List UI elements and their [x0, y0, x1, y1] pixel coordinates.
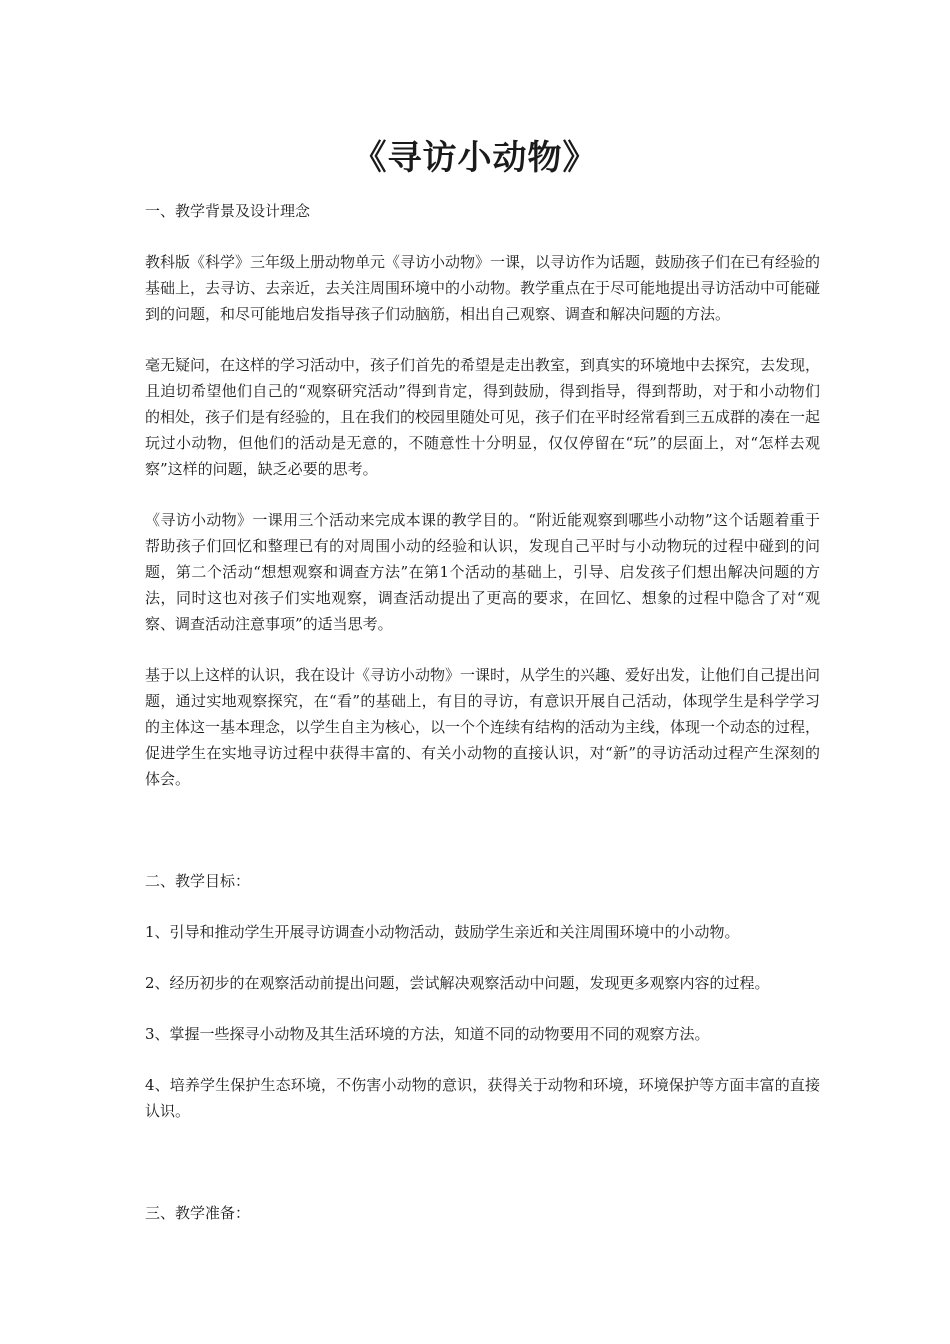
goal-item-4: 4、培养学生保护生态环境，不伤害小动物的意识，获得关于动物和环境，环境保护等方面丰富的直接认识。	[145, 1076, 820, 1120]
document-title: 《寻访小动物》	[352, 138, 598, 178]
goal-item-2: 2、经历初步的在观察活动前提出问题，尝试解决观察活动中问题，发现更多观察内容的过程。	[145, 974, 770, 992]
section-heading-background: 一、教学背景及设计理念	[145, 202, 311, 220]
section-spacer	[145, 1149, 820, 1200]
section-heading-preparation: 三、教学准备：	[145, 1204, 251, 1222]
paragraph-background-2: 毫无疑问，在这样的学习活动中，孩子们首先的希望是走出教室，到真实的环境地中去探究，去发现，且迫切希望他们自己的“观察研究活动”得到肯定，得到鼓励，得到指导，得到帮助，对于和小动物们的相处，孩子们是有经验的，且在我们的校园里随处可见，孩子们在平时经常看到三五成群的凑在一起玩过小动物，但他们的活动是无意的，不随意性十分明显，仅仅停留在“玩”的层面上，对“怎样去观察”这样的问题，缺乏必要的思考。	[145, 356, 821, 478]
section-spacer	[145, 817, 820, 868]
paragraph-background-4: 基于以上这样的认识，我在设计《寻访小动物》一课时，从学生的兴趣、爱好出发，让他们自己提出问题，通过实地观察探究，在“看”的基础上，有目的寻访，有意识开展自己活动，体现学生是科学学习的主体这一基本理念，以学生自主为核心，以一个个连续有结构的活动为主线，体现一个动态的过程，促进学生在实地寻访过程中获得丰富的、有关小动物的直接认识，对“新”的寻访活动过程产生深刻的体会。	[145, 666, 821, 788]
section-heading-goals: 二、教学目标：	[145, 872, 251, 890]
document-body	[145, 198, 820, 1251]
goal-item-1: 1、引导和推动学生开展寻访调查小动物活动，鼓励学生亲近和关注周围环境中的小动物。	[145, 923, 740, 941]
paragraph-background-1: 教科版《科学》三年级上册动物单元《寻访小动物》一课，以寻访作为话题，鼓励孩子们在已有经验的基础上，去寻访、去亲近，去关注周围环境中的小动物。教学重点在于尽可能地提出寻访活动中可能碰到的问题，和尽可能地启发指导孩子们动脑筋，相出自己观察、调查和解决问题的方法。	[145, 253, 821, 323]
goal-item-3: 3、掌握一些探寻小动物及其生活环境的方法，知道不同的动物要用不同的观察方法。	[145, 1025, 710, 1043]
paragraph-background-3: 《寻访小动物》一课用三个活动来完成本课的教学目的。“附近能观察到哪些小动物”这个话题着重于帮助孩子们回忆和整理已有的对周围小动的经验和认识，发现自己平时与小动物玩的过程中碰到的问题，第二个活动“想想观察和调查方法”在第1个活动的基础上，引导、启发孩子们想出解决问题的方法，同时这也对孩子们实地观察，调查活动提出了更高的要求，在回忆、想象的过程中隐含了对“观察、调查活动注意事项”的适当思考。	[145, 511, 820, 633]
